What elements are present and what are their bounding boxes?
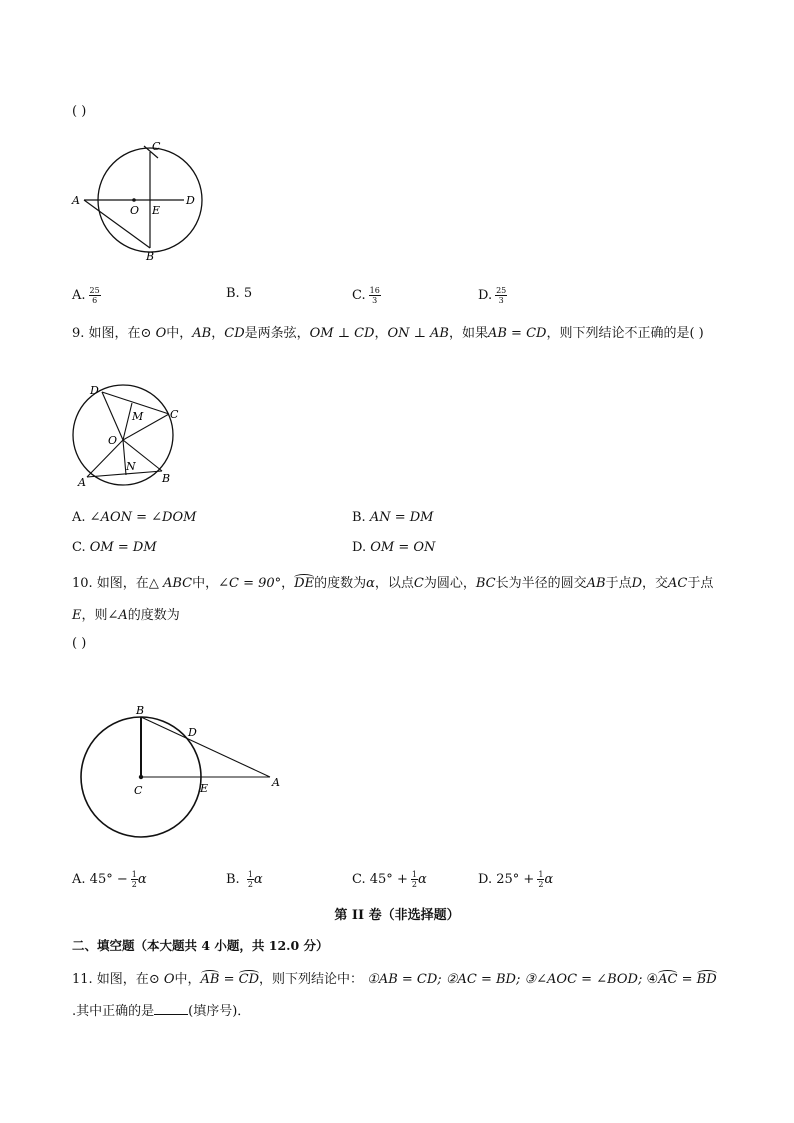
q9-label-a: A xyxy=(78,476,86,489)
q9-figure xyxy=(66,380,186,490)
q9-segment-om xyxy=(123,403,132,440)
q10-segment-ba xyxy=(141,717,270,777)
q11-stem-line1: 11. 如图，在⊙ O中，AB = CD，则下列结论中： ①AB = CD; ②AC = BD; ③∠AOC = ∠BOD; ④AC = BD xyxy=(72,972,717,987)
q9-segment-oc xyxy=(123,414,169,440)
part2-title: 第 II 卷（非选择题） xyxy=(334,908,460,923)
section2-heading: 二、填空题（本大题共 4 小题，共 12.0 分） xyxy=(72,938,329,953)
q10-stem-line1: 10. 如图，在△ ABC中，∠C = 90°，DE的度数为α，以点C为圆心，BC长为半径的圆交AB于点D，交AC于点 xyxy=(72,576,714,591)
q10-answer-paren: ( ) xyxy=(72,636,87,651)
q9-circle xyxy=(73,385,173,485)
q8-label-o: O xyxy=(130,204,140,217)
q8-label-e: E xyxy=(152,204,161,217)
q9-option-d: D. OM = ON xyxy=(352,540,436,555)
q10-label-d: D xyxy=(188,726,197,739)
q9-label-c: C xyxy=(170,408,179,421)
q10-figure xyxy=(70,698,290,844)
q8-option-a: A. $\frac{25}{6}$ xyxy=(72,286,100,305)
q10-option-c: C. 45° + $\frac{1}{2}$ α xyxy=(352,870,427,889)
q10-label-c: C xyxy=(134,784,143,797)
q10-center-dot xyxy=(139,775,143,779)
q10-label-e: E xyxy=(200,782,209,795)
q9-label-o: O xyxy=(108,434,118,447)
q8-option-c: C. $\frac{16}{3}$ xyxy=(352,286,380,305)
q11-stem-line2: .其中正确的是 (填序号)． xyxy=(72,1004,251,1019)
q9-option-a: A. ∠AON = ∠DOM xyxy=(72,510,197,525)
q9-stem: 9. 如图，在⊙ O中，AB，CD是两条弦，OM ⊥ CD，ON ⊥ AB，如果AB = CD，则下列结论不正确的是( ) xyxy=(72,326,704,341)
q8-answer-paren: ( ) xyxy=(72,104,87,119)
q9-label-m: M xyxy=(132,410,144,423)
q8-label-c: C xyxy=(152,140,161,153)
q10-option-a: A. 45° − $\frac{1}{2}$ α xyxy=(72,870,147,889)
q9-segment-od xyxy=(102,392,123,440)
q8-figure xyxy=(66,138,216,266)
q8-center-dot xyxy=(132,198,136,202)
q8-label-d: D xyxy=(186,194,195,207)
q8-option-b: B. 5 xyxy=(226,286,253,301)
q9-label-d: D xyxy=(90,384,99,397)
q9-option-c: C. OM = DM xyxy=(72,540,157,555)
q10-label-b: B xyxy=(136,704,145,717)
q9-option-b: B. AN = DM xyxy=(352,510,434,525)
q8-option-d: D. $\frac{25}{3}$ xyxy=(478,286,507,305)
q9-segment-oa xyxy=(87,440,123,477)
q10-label-a: A xyxy=(272,776,280,789)
q10-option-d: D. 25° + $\frac{1}{2}$ α xyxy=(478,870,554,889)
q10-option-b: B. $\frac{1}{2}$ α xyxy=(226,870,263,889)
q11-answer-blank[interactable] xyxy=(154,1002,188,1015)
q8-label-a: A xyxy=(72,194,80,207)
q9-label-n: N xyxy=(126,460,136,473)
q8-label-b: B xyxy=(146,250,155,263)
q9-label-b: B xyxy=(162,472,171,485)
q10-stem-line2: E，则∠A的度数为 xyxy=(72,608,180,623)
